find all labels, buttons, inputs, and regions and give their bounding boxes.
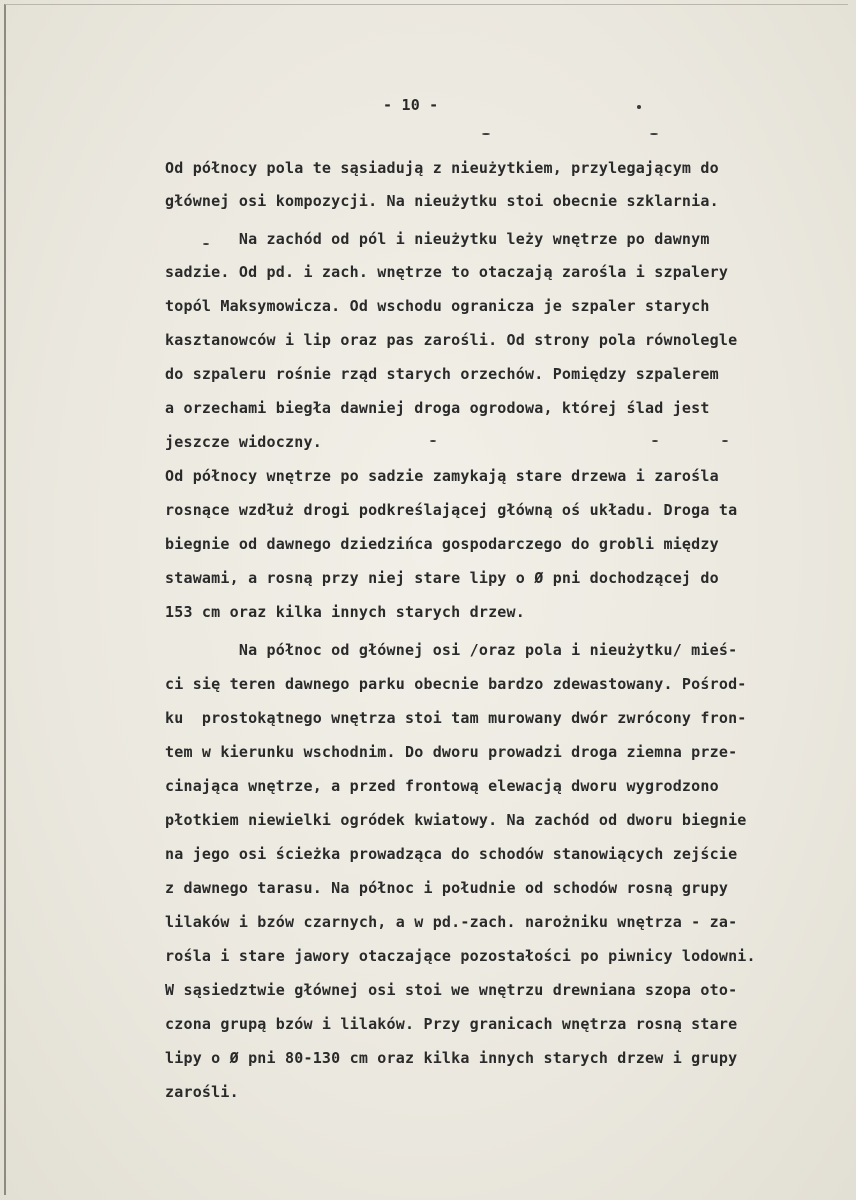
text-line: z dawnego tarasu. Na północ i południe od schodów rosną grupy bbox=[165, 879, 729, 897]
text-line: topól Maksymowicza. Od wschodu ogranicza je szpaler starych bbox=[165, 297, 710, 315]
text-line: Na północ od głównej osi /oraz pola i nieużytku/ mieś- bbox=[165, 641, 738, 659]
text-line: lilaków i bzów czarnych, a w pd.-zach. narożniku wnętrza - za- bbox=[165, 913, 738, 931]
text-line: jeszcze widoczny. bbox=[165, 433, 322, 451]
text-line: stawami, a rosną przy niej stare lipy o Ø pni dochodzącej do bbox=[165, 569, 719, 587]
text-line: tem w kierunku wschodnim. Do dworu prowadzi droga ziemna prze- bbox=[165, 743, 738, 761]
text-line: rosnące wzdłuż drogi podkreślającej główną oś układu. Droga ta bbox=[165, 501, 738, 519]
text-line: a orzechami biegła dawniej droga ogrodowa, której ślad jest bbox=[165, 399, 710, 417]
text-line: Na zachód od pól i nieużytku leży wnętrze po dawnym bbox=[165, 230, 710, 248]
text-line: Od północy pola te sąsiadują z nieużytkiem, przylegającym do bbox=[165, 159, 719, 177]
text-line: sadzie. Od pd. i zach. wnętrze to otaczają zarośla i szpalery bbox=[165, 263, 729, 281]
text-line: na jego osi ścieżka prowadząca do schodów stanowiących zejście bbox=[165, 845, 738, 863]
ink-speck bbox=[430, 440, 436, 442]
text-line: biegnie od dawnego dziedzińca gospodarczego do grobli między bbox=[165, 535, 719, 553]
text-line: głównej osi kompozycji. Na nieużytku stoi obecnie szklarnia. bbox=[165, 192, 719, 210]
text-line: ku prostokątnego wnętrza stoi tam murowany dwór zwrócony fron- bbox=[165, 709, 747, 727]
text-line: czona grupą bzów i lilaków. Przy granicach wnętrza rosną stare bbox=[165, 1015, 738, 1033]
ink-speck bbox=[482, 133, 490, 135]
text-line: W sąsiedztwie głównej osi stoi we wnętrzu drewniana szopa oto- bbox=[165, 981, 738, 999]
text-line: cinająca wnętrze, a przed frontową elewacją dworu wygrodzono bbox=[165, 777, 719, 795]
text-line: rośla i stare jawory otaczające pozostałości po piwnicy lodowni. bbox=[165, 947, 756, 965]
ink-speck bbox=[722, 440, 728, 442]
text-line: płotkiem niewielki ogródek kwiatowy. Na zachód od dworu biegnie bbox=[165, 811, 747, 829]
text-line: Od północy wnętrze po sadzie zamykają stare drzewa i zarośla bbox=[165, 467, 719, 485]
ink-speck bbox=[652, 440, 658, 442]
text-line: lipy o Ø pni 80-130 cm oraz kilka innych starych drzew i grupy bbox=[165, 1049, 738, 1067]
text-line: ci się teren dawnego parku obecnie bardzo zdewastowany. Pośrod- bbox=[165, 675, 747, 693]
text-line: zarośli. bbox=[165, 1083, 239, 1101]
text-line: do szpaleru rośnie rząd starych orzechów. Pomiędzy szpalerem bbox=[165, 365, 719, 383]
text-line: kasztanowców i lip oraz pas zarośli. Od strony pola równolegle bbox=[165, 331, 738, 349]
text-line: 153 cm oraz kilka innych starych drzew. bbox=[165, 603, 525, 621]
ink-speck bbox=[637, 105, 641, 109]
page-number: - 10 - bbox=[383, 96, 439, 114]
ink-speck bbox=[650, 133, 658, 135]
